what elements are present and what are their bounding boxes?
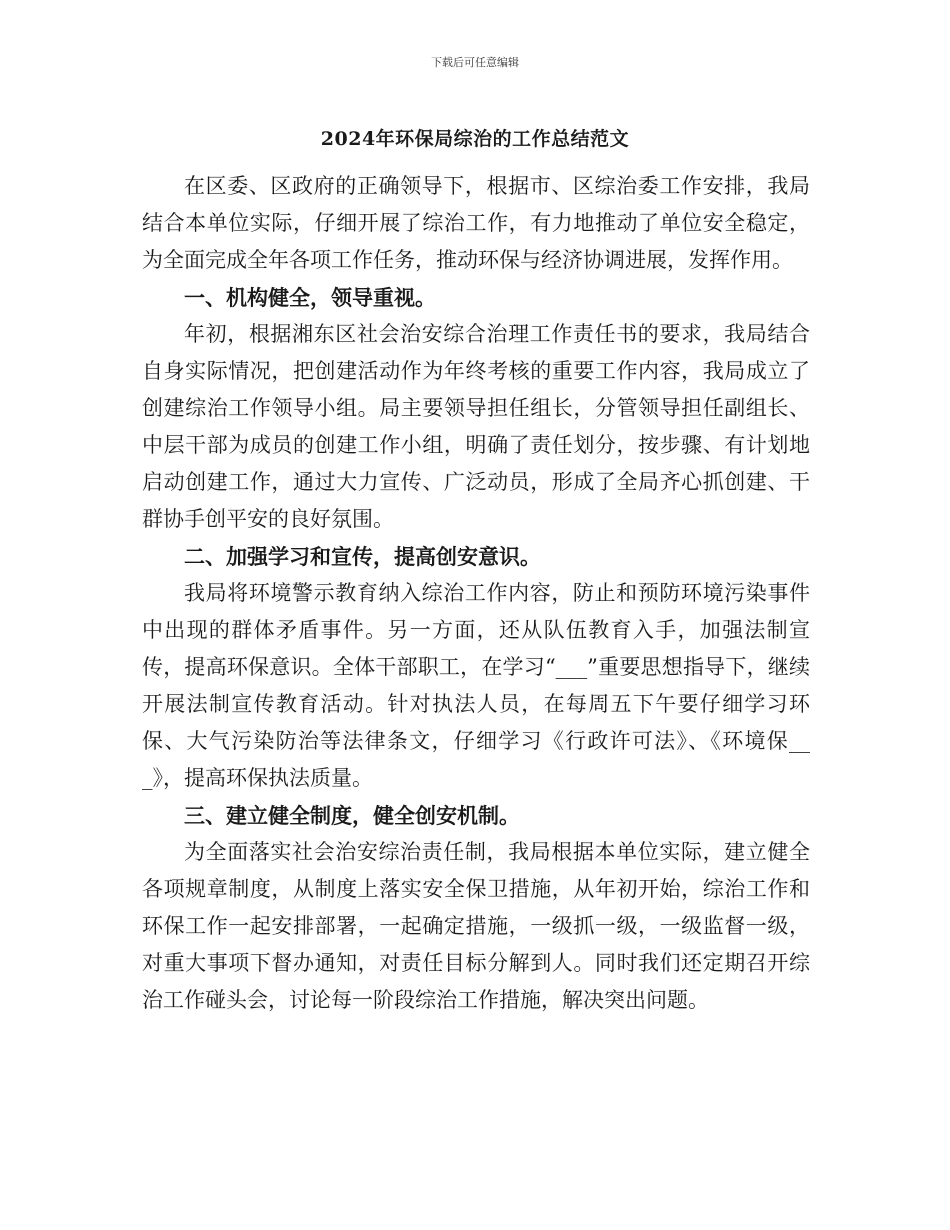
section-3-heading: 三、建立健全制度，健全创安机制。 [184,803,520,828]
document-body [142,168,810,1019]
section-3-paragraph: 为全面落实社会治安综治责任制，我局根据本单位实际，建立健全各项规章制度，从制度上落实安全保卫措施，从年初开始，综治工作和环保工作一起安排部署，一起确定措施，一级抓一级，一级监督一级，对重大事项下督办通知，对责任目标分解到人。同时我们还定期召开综治工作碰头会，讨论每一阶段综治工作措施，解决突出问题。 [142,840,810,1012]
header-note: 下载后可任意编辑 [431,56,519,69]
section-2-heading: 二、加强学习和宣传，提高创安意识。 [184,544,541,569]
section-2-paragraph: 我局将环境警示教育纳入综治工作内容，防止和预防环境污染事件中出现的群体矛盾事件。另一方面，还从队伍教育入手，加强法制宣传，提高环保意识。全体干部职工，在学习“___”重要思想指导下，继续开展法制宣传教育活动。针对执法人员，在每周五下午要仔细学习环保、大气污染防治等法律条文，仔细学习《行政许可法》、《环境保___》，提高环保执法质量。 [142,581,810,790]
document-title: 2024年环保局综治的工作总结范文 [320,128,630,150]
section-1-paragraph: 年初，根据湘东区社会治安综合治理工作责任书的要求，我局结合自身实际情况，把创建活动作为年终考核的重要工作内容，我局成立了创建综治工作领导小组。局主要领导担任组长，分管领导担任副组长、中层干部为成员的创建工作小组，明确了责任划分，按步骤、有计划地启动创建工作，通过大力宣传、广泛动员，形成了全局齐心抓创建、干群协手创平安的良好氛围。 [142,322,810,531]
section-1-heading: 一、机构健全，领导重视。 [184,285,436,310]
intro-paragraph: 在区委、区政府的正确领导下，根据市、区综治委工作安排，我局结合本单位实际，仔细开展了综治工作，有力地推动了单位安全稳定，为全面完成全年各项工作任务，推动环保与经济协调进展，发挥作用。 [142,174,810,272]
